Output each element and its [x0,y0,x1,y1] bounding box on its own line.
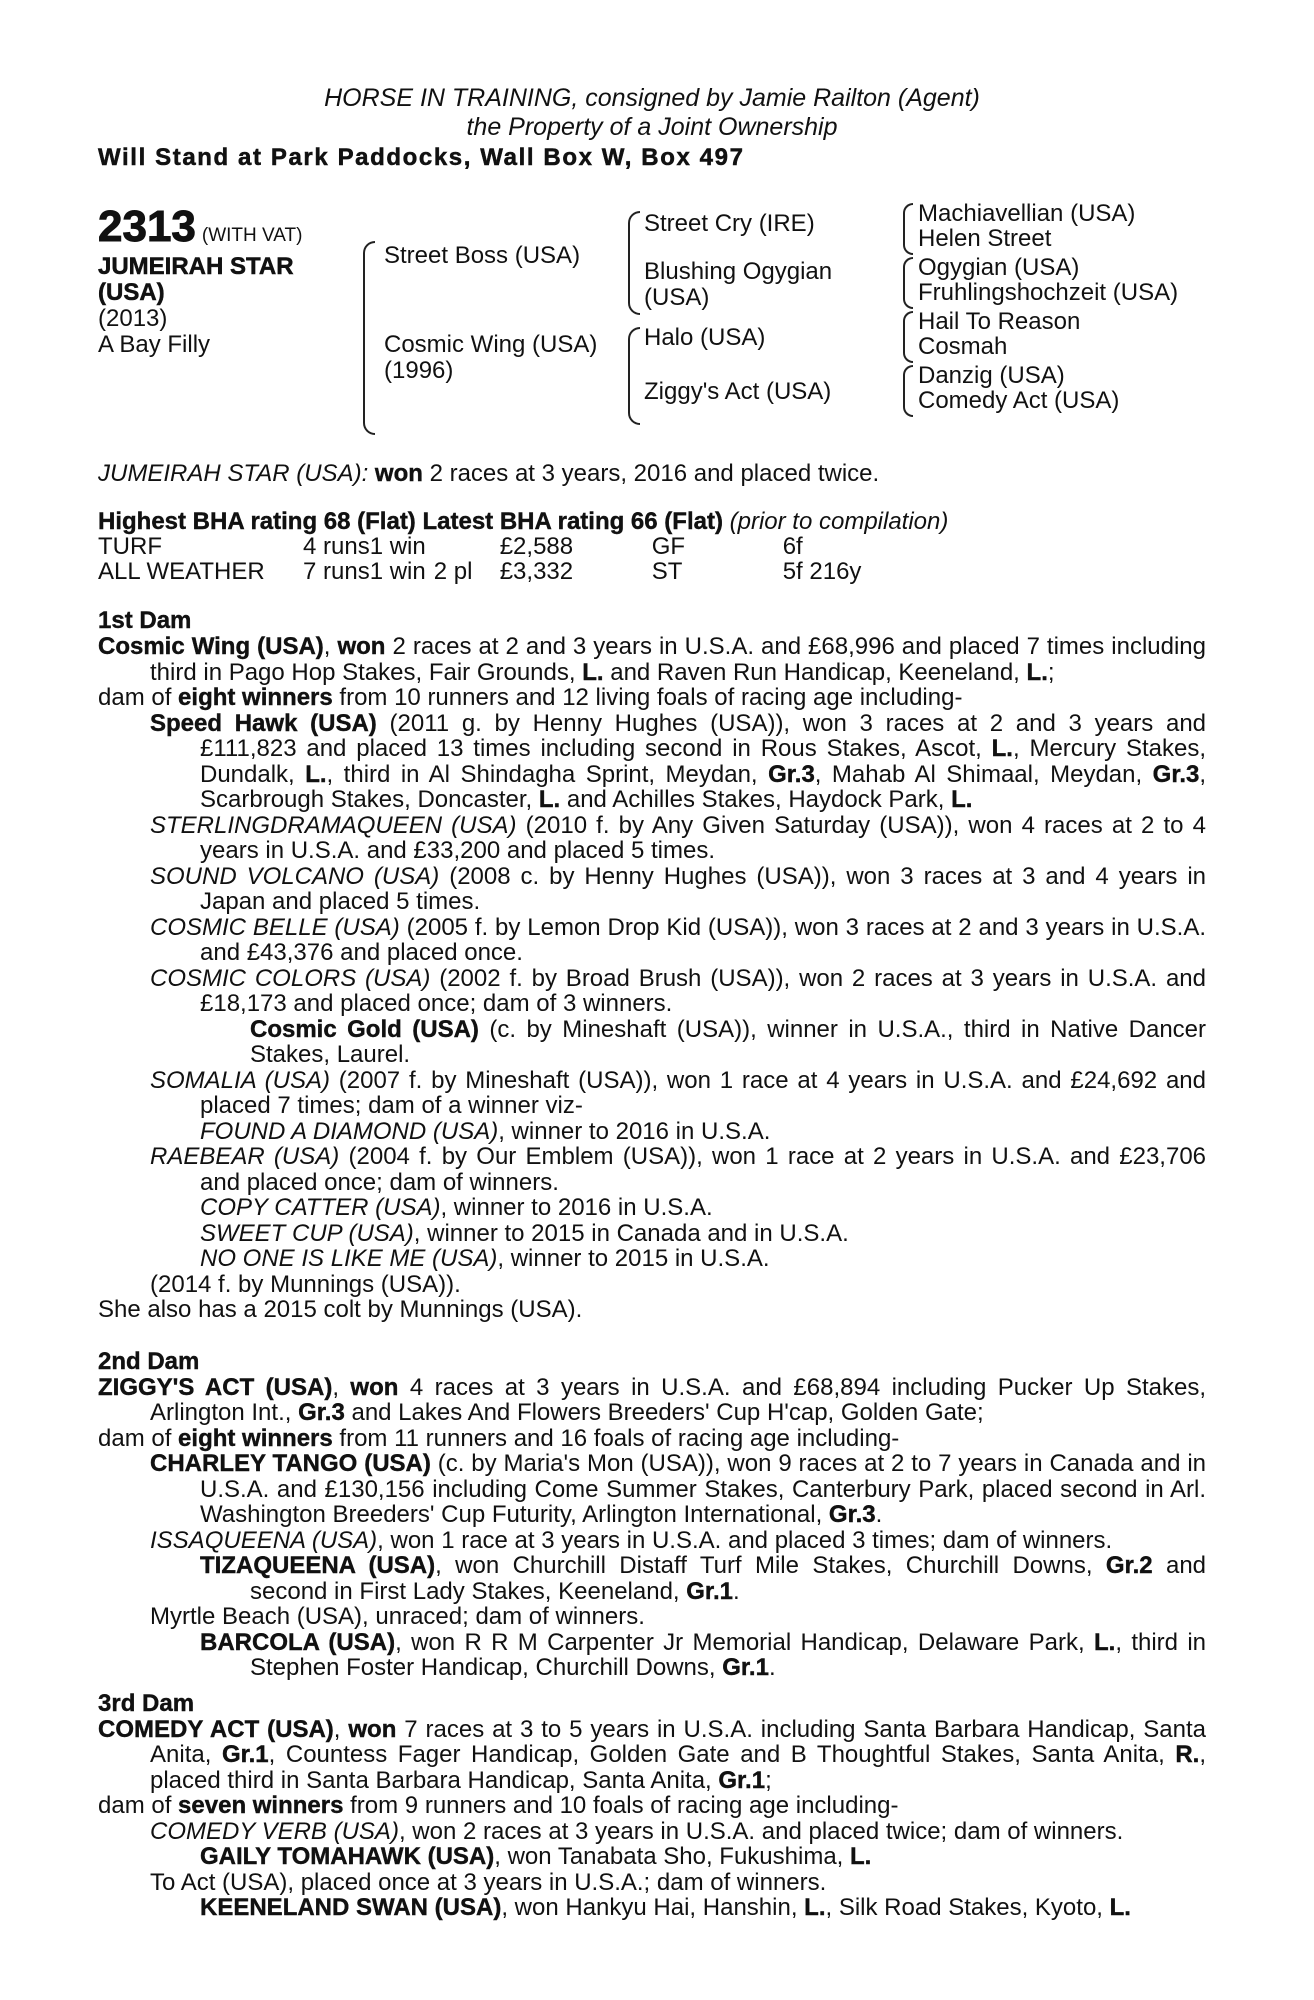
group-mark: Gr.1 [722,1654,769,1681]
dam-sire: Halo (USA) [644,324,766,351]
produce-text: from 9 runners and 10 foals of racing age including- [350,1792,899,1819]
progeny-name: ISSAQUEENA (USA) [150,1526,378,1554]
listed-mark: L. [850,1843,872,1870]
dam-dam: Ziggy's Act (USA) [644,378,832,405]
list-item: To Act (USA), placed once at 3 years in U.S.A.; dam of winners. [150,1868,827,1896]
group-mark: Gr.3 [768,760,815,788]
sire-sire-dam: Helen Street [918,225,1052,252]
progeny-name: Cosmic Gold (USA) [250,1015,479,1043]
progeny-name: KEENELAND SWAN (USA) [200,1894,502,1921]
listed-mark: L. [804,1894,826,1921]
record-text: , won Tanabata Sho, Fukushima, [494,1843,844,1870]
sire-line-bracket [628,211,640,315]
sire-dam-sire: Ogygian (USA) [918,254,1080,281]
group-mark: Gr.2 [1105,1552,1153,1579]
dam-year: (1996) [384,357,454,384]
list-item: (2014 f. by Munnings (USA)). [150,1270,461,1298]
produce-text: from 10 runners and 12 living foals of racing age including- [339,684,963,711]
damof-label: dam of [98,684,172,711]
ownership-line: the Property of a Joint Ownership [466,113,838,141]
group-mark: Gr.1 [718,1766,766,1794]
gen3-bracket-3 [903,311,913,363]
record-text: , won 2 races at 3 years in U.S.A. and placed twice; dam of winners. [398,1817,1124,1845]
group-mark: Gr.1 [686,1577,733,1605]
restricted-mark: R. [1175,1741,1200,1768]
won-label: won [348,1715,397,1743]
record-text: , Scarbrough Stakes, Doncaster, [200,760,1207,813]
record-text: (2007 f. by Mineshaft (USA)), won 1 race at 4 years in U.S.A. and £24,692 and placed 7 times; dam of a winner viz- [200,1066,1206,1119]
progeny-name: COSMIC BELLE (USA) [150,913,400,941]
group-mark: Gr.3 [298,1399,345,1426]
dam-line-bracket [628,327,640,425]
race-summary [98,461,1206,487]
record-text: 2 races at 2 and 3 years in U.S.A. and £68,996 and placed 7 times including third in Pago Hop Stakes, Fair Grounds, [150,633,1207,686]
record-text: , third in Al Shindagha Sprint, Meydan, [326,760,758,788]
record-text: , won Hankyu Hai, Hanshin, [501,1894,798,1921]
first-dam-heading: 1st Dam [98,607,192,634]
listed-mark: L. [538,786,561,813]
progeny-name: STERLINGDRAMAQUEEN (USA) [150,811,517,839]
record-text: (2011 g. by Henny Hughes (USA)), won 3 races at 2 and 3 years and £111,823 and placed 13 times including second in Rous Stakes, Ascot, [200,709,1207,762]
record-text: , won Churchill Distaff Turf Mile Stakes, Churchill Downs, [435,1552,1093,1579]
progeny-name: GAILY TOMAHAWK (USA) [200,1843,495,1870]
sire-dam-dam: Fruhlingshochzeit (USA) [918,279,1179,306]
progeny-name: FOUND A DIAMOND (USA) [200,1117,499,1145]
list-item [200,1119,1206,1145]
progeny-name: COSMIC COLORS (USA) [150,964,431,992]
second-dam-name: ZIGGY'S ACT (USA) [98,1373,333,1401]
first-dam-produce-summary [98,685,1206,711]
listed-mark: L. [582,658,604,686]
lot-number: 2313 [98,202,196,251]
dam-dam-sire: Danzig (USA) [918,362,1065,389]
list-item [200,1895,1206,1921]
table-row [98,559,861,584]
record-text: ; [1047,658,1055,686]
list-item [98,711,1206,813]
third-dam-name: COMEDY ACT (USA) [98,1715,334,1743]
runs: 7 runs [303,558,370,585]
progeny-name: TIZAQUEENA (USA) [200,1552,436,1579]
record-text: and Lakes And Flowers Breeders' Cup H'cap, Golden Gate; [351,1399,984,1426]
list-item [200,1844,1206,1870]
record-text: , winner to 2015 in Canada and in U.S.A. [413,1219,849,1247]
sire-sire-sire: Machiavellian (USA) [918,200,1136,227]
winners-count: eight winners [178,1424,333,1452]
going: GF [651,533,686,560]
won-label: won [337,633,386,660]
third-dam-record: COMEDY ACT (USA), won 7 races at 3 to 5 years in U.S.A. including Santa Barbara Handicap, Santa Anita, Gr.1, Countess Fager Handicap, Golden Gate and B Thoughtful Stakes, Santa Anita, R., placed third in Santa Barbara Handicap, Santa Anita, Gr.1; [98,1715,1207,1794]
listed-mark: L. [305,760,327,788]
second-dam-record: ZIGGY'S ACT (USA), won 4 races at 3 years in U.S.A. and £68,894 including Pucker Up Stakes, Arlington Int., Gr.3 and Lakes And Flowers Breeders' Cup H'cap, Golden Gate; [98,1373,1207,1426]
rating-headline: Highest BHA rating 68 (Flat) Latest BHA rating 66 (Flat) [98,507,723,535]
record-text: , Mahab Al Shimaal, Meydan, [814,760,1143,788]
record-text: (2010 f. by Any Given Saturday (USA)), won 4 races at 2 to 4 years in U.S.A. and £33,200 and placed 5 times. [200,811,1206,864]
progeny-name: SWEET CUP (USA) [200,1219,414,1247]
record-text: (2002 f. by Broad Brush (USA)), won 2 races at 3 years in U.S.A. and £18,173 and placed once; dam of 3 winners. [200,964,1206,1017]
summary-won: won [374,460,423,487]
race-record-table [98,534,861,584]
list-item [98,813,1206,864]
list-item [200,1195,1206,1221]
record-text: , won 1 race at 3 years in U.S.A. and placed 3 times; dam of winners. [377,1526,1113,1554]
record-text: (c. by Mineshaft (USA)), winner in U.S.A., third in Native Dancer Stakes, Laurel. [250,1015,1207,1068]
progeny-name: Speed Hawk (USA) [150,709,377,737]
horse-description: A Bay Filly [98,331,211,358]
record-text: (2004 f. by Our Emblem (USA)), won 1 race at 2 years in U.S.A. and £23,706 and placed once; dam of winners. [200,1143,1207,1196]
progeny-name: NO ONE IS LIKE ME (USA) [200,1245,498,1272]
record-text: , won R R M Carpenter Jr Memorial Handicap, Delaware Park, [395,1628,1085,1656]
dam-name: Cosmic Wing (USA) [384,331,598,358]
record-text: , Silk Road Stakes, Kyoto, [825,1894,1103,1921]
going: ST [651,558,683,585]
record-text: , placed third in Santa Barbara Handicap, Santa Anita, [150,1741,1207,1794]
list-item [98,1819,1206,1845]
progeny-name: SOMALIA (USA) [150,1066,330,1094]
listed-mark: L. [1093,1628,1116,1656]
placed: 2 pl [433,558,473,585]
wins: 1 win [369,558,426,585]
listed-mark: L. [951,786,973,813]
group-mark: Gr.3 [828,1501,876,1528]
listed-mark: L. [991,735,1013,762]
list-item [98,1068,1206,1119]
sire-dam-bracket [363,241,375,435]
list-item [148,1017,1206,1068]
list-item: Myrtle Beach (USA), unraced; dam of winners. [150,1603,645,1630]
gen3-bracket-1 [903,203,913,255]
record-text: 4 races at 3 years in U.S.A. and £68,894 including Pucker Up Stakes, Arlington Int., [150,1373,1207,1426]
horse-name-country: (USA) [98,279,165,306]
progeny-name: RAEBEAR (USA) [150,1143,340,1170]
distance: 5f 216y [782,558,862,585]
also-note: She also has a 2015 colt by Munnings (USA). [98,1296,583,1323]
placed [434,534,500,559]
list-item: TIZAQUEENA (USA), won Churchill Distaff Turf Mile Stakes, Churchill Downs, Gr.2 and second in First Lady Stakes, Keeneland, Gr.1. [200,1552,1207,1605]
won-label: won [350,1373,399,1401]
record-text: , winner to 2016 in U.S.A. [498,1117,771,1145]
table-row [98,534,861,559]
prize: £3,332 [499,558,574,585]
record-text: , Countess Fager Handicap, Golden Gate and B Thoughtful Stakes, Santa Anita, [268,1741,1165,1768]
record-text: , winner to 2015 in U.S.A. [497,1245,770,1272]
damof-label: dam of [98,1792,172,1819]
gen3-bracket-4 [903,365,913,417]
winners-count: seven winners [178,1792,344,1819]
runs: 4 runs [303,533,370,560]
summary-horse: JUMEIRAH STAR (USA): [98,460,369,487]
lot-number-line [98,202,303,251]
progeny-name: SOUND VOLCANO (USA) [150,862,440,890]
record-text: (2005 f. by Lemon Drop Kid (USA)), won 3 races at 2 and 3 years in U.S.A. and £43,376 and placed once. [200,913,1206,966]
wins: 1 win [369,533,426,560]
list-item [98,864,1206,915]
vat-note: (WITH VAT) [201,225,303,246]
record-text: , winner to 2016 in U.S.A. [440,1194,713,1221]
record-text: and Achilles Stakes, Haydock Park, [566,786,945,813]
gen3-bracket-2 [903,257,913,309]
group-mark: Gr.3 [1152,760,1200,788]
dam-sire-sire: Hail To Reason [918,308,1081,335]
consignor-line: HORSE IN TRAINING, consigned by Jamie Railton (Agent) [324,84,980,112]
record-text: 7 races at 3 to 5 years in U.S.A. including Santa Barbara Handicap, Santa Anita, [150,1715,1206,1768]
third-dam-heading: 3rd Dam [98,1689,195,1717]
first-dam-record: Cosmic Wing (USA), won 2 races at 2 and 3 years in U.S.A. and £68,996 and placed 7 times including third in Pago Hop Stakes, Fair Grounds, L. and Raven Run Handicap, Keeneland, L.; [98,633,1207,686]
damof-label: dam of [98,1424,172,1452]
list-item: BARCOLA (USA), won R R M Carpenter Jr Memorial Handicap, Delaware Park, L., third in Stephen Foster Handicap, Churchill Downs, Gr.1. [200,1628,1207,1681]
second-dam-heading: 2nd Dam [98,1347,200,1375]
surface: TURF [98,533,162,560]
prize: £2,588 [499,533,574,560]
horse-name: JUMEIRAH STAR [98,253,294,280]
sire-dam-country: (USA) [644,284,710,311]
listed-mark: L. [1026,658,1048,686]
sire: Street Boss (USA) [384,242,581,269]
list-item [98,966,1206,1017]
progeny-name: BARCOLA (USA) [200,1628,396,1656]
distance: 6f [782,533,803,560]
listed-mark: L. [1109,1894,1131,1921]
record-text: and Raven Run Handicap, Keeneland, [610,658,1020,686]
winners-count: eight winners [178,684,333,711]
foaling-year: (2013) [98,305,168,332]
stand-location: Will Stand at Park Paddocks, Wall Box W, Box 497 [98,144,745,171]
second-dam-produce-summary [98,1426,1206,1452]
list-item [200,1221,1206,1247]
surface: ALL WEATHER [98,558,265,585]
list-item: CHARLEY TANGO (USA) (c. by Maria's Mon (USA)), won 9 races at 2 to 7 years in Canada and in U.S.A. and £130,156 including Come Summer Stakes, Canterbury Park, placed second in Arl. Washington Breeders' Cup Futurity, Arlington International, Gr.3. [150,1450,1206,1528]
summary-rest: 2 races at 3 years, 2016 and placed twice. [429,460,880,487]
record-text: , Mercury Stakes, Dundalk, [200,735,1206,788]
record-text: (c. by Maria's Mon (USA)), won 9 races at 2 to 7 years in Canada and in U.S.A. and £130,156 including Come Summer Stakes, Canterbury Park, placed second in Arl. Washington Breeders' Cup Futurity, Arlington International, [200,1450,1206,1528]
group-mark: Gr.1 [221,1741,269,1768]
first-dam-name: Cosmic Wing (USA) [98,633,324,660]
progeny-name: COPY CATTER (USA) [200,1194,441,1221]
record-text: and second in First Lady Stakes, Keeneland, [250,1552,1207,1605]
sire-dam: Blushing Ogygian [644,258,833,285]
third-dam-produce-summary [98,1793,1206,1819]
pedigree-block [98,200,1206,439]
dam-sire-dam: Cosmah [918,333,1008,360]
record-text: (2008 c. by Henny Hughes (USA)), won 3 races at 3 and 4 years in Japan and placed 5 times. [200,862,1207,915]
list-item [98,1144,1206,1195]
rating-note: (prior to compilation) [729,507,949,535]
catalogue-page [98,84,1206,1921]
dam-dam-dam: Comedy Act (USA) [918,387,1120,414]
produce-text: from 11 runners and 16 foals of racing age including- [339,1424,900,1452]
sire-sire: Street Cry (IRE) [644,210,815,237]
list-item [200,1246,1206,1272]
progeny-name: CHARLEY TANGO (USA) [150,1450,431,1477]
bha-ratings [98,509,1206,535]
record-text: , third in Stephen Foster Handicap, Churchill Downs, [250,1628,1207,1681]
progeny-name: COMEDY VERB (USA) [150,1817,399,1845]
list-item [98,915,1206,966]
list-item [98,1528,1206,1554]
